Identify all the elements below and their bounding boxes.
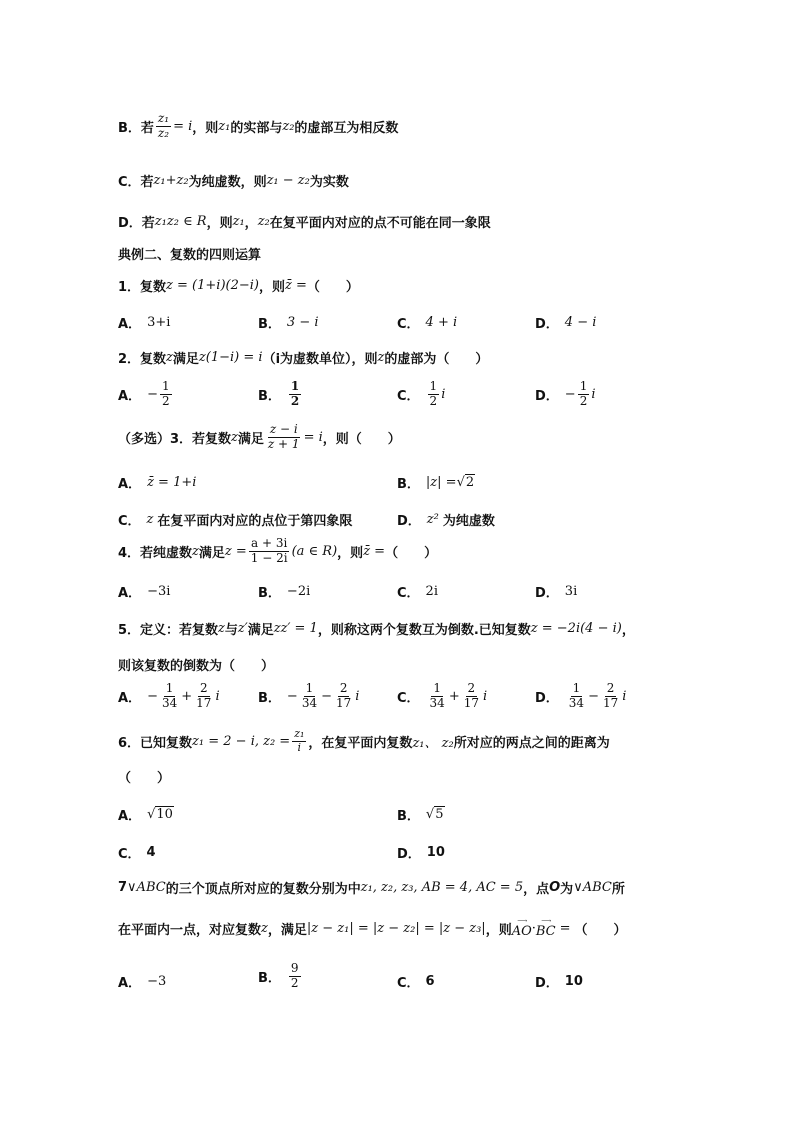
q5-option-a: A． − $\frac{1}{34}$ + $\frac{2}{17}$ i — [118, 681, 220, 710]
q6-option-a: A． √10 — [118, 807, 173, 824]
option-d-line: D．若 z₁z₂ ∈ R ，则 z₁ ， z₂ 在复平面内对应的点不可能在同一象限 — [118, 214, 491, 231]
q3-option-a: A． z̄ = 1+i — [118, 475, 197, 492]
question-2: 2．复数 z 满足 z(1−i) = i （i为虚数单位），则 z 的虚部为（ ） — [118, 350, 489, 367]
option-b-line: B．若 $\frac{\text{z₁}}{\text{z₂}}$ = i ，则 z₁ 的实部与 z₂ 的虚部互为相反数 — [118, 111, 399, 140]
q6-option-c: C． 4 — [118, 845, 156, 862]
q3-option-d: D． z² 为纯虚数 — [397, 512, 495, 529]
q5-option-b: B． − $\frac{1}{34}$ − $\frac{2}{17}$ i — [258, 681, 360, 710]
q7-option-a: A． −3 — [118, 974, 167, 991]
q4-option-a: A． −3i — [118, 584, 171, 601]
vector-bc: ⟶ BC — [535, 917, 556, 939]
q1-option-d: D． 4 − i — [535, 315, 597, 332]
q6-option-b: B． √5 — [397, 807, 444, 824]
vector-ao: ⟶ AO — [511, 917, 532, 939]
q6-option-d: D． 10 — [397, 845, 445, 862]
q4-option-b: B． −2i — [258, 584, 311, 601]
q1-option-c: C． 4 + i — [397, 315, 458, 332]
q7-option-c: C． 6 — [397, 974, 435, 991]
q4-option-c: C． 2i — [397, 584, 438, 601]
q7-option-d: D． 10 — [535, 974, 583, 991]
q1-option-b: B． 3 − i — [258, 315, 319, 332]
q5-option-c: C． $\frac{1}{34}$ + $\frac{2}{17}$ i — [397, 681, 488, 710]
question-7-continued: 在平面内一点，对应复数 z ，满足 |z − z₁| = |z − z₂| = |z − z₃| ，则 ⟶ AO · ⟶ BC = （ ） — [118, 917, 627, 939]
q2-option-d: D． − $\frac{1}{2}$ i — [535, 379, 596, 408]
question-3: （多选）3．若复数 z 满足 $\frac{z - i}{z + 1}$ = i ，则（ ） — [118, 422, 401, 451]
q3-option-c: C． z 在复平面内对应的点位于第四象限 — [118, 512, 353, 529]
section-heading: 典例二、复数的四则运算 — [118, 248, 262, 263]
question-4: 4．若纯虚数 z 满足 z = $\frac{a + 3i}{1 - 2i}$ (a ∈ R) ，则 z̄ = （ ） — [118, 536, 438, 565]
q2-option-b: B． $\frac{1}{2}$ — [258, 379, 300, 408]
sqrt: √2 — [456, 475, 475, 490]
q2-option-a: A． − $\frac{1}{2}$ — [118, 379, 170, 408]
option-c-line: C．若 z₁+z₂ 为纯虚数，则 z₁ − z₂ 为实数 — [118, 173, 349, 190]
q7-option-b: B． $\frac{9}{2}$ — [258, 961, 299, 990]
q4-option-d: D． 3i — [535, 584, 578, 601]
question-5: 5．定义：若复数 z 与 z′ 满足 zz′ = 1 ，则称这两个复数互为倒数.已知复数 z = −2i(4 − i) ， — [118, 621, 635, 638]
option-label: B．若 — [118, 120, 154, 136]
question-5-continued: 则该复数的倒数为（ ） — [118, 659, 275, 674]
q5-option-d: D． $\frac{1}{34}$ − $\frac{2}{17}$ i — [535, 681, 627, 710]
q1-option-a: A． 3+i — [118, 315, 171, 332]
math: = i — [173, 118, 193, 134]
question-6: 6．已知复数 z₁ = 2 − i, z₂ = $\frac{\text{z₁}}{i}$ ，在复平面内复数 z₁、 z₂ 所对应的两点之间的距离为 — [118, 727, 610, 754]
q3-option-b: B． |z| = √2 — [397, 475, 475, 492]
question-1: 1．复数 z = (1+i)(2−i) ，则 z̄ = （ ） — [118, 278, 359, 295]
fraction: $\frac{\text{z₁}}{\text{z₂}}$ — [157, 111, 170, 140]
q2-option-c: C． $\frac{1}{2}$ i — [397, 379, 446, 408]
question-7: 7 ∨ABC 的三个顶点所对应的复数分别为中 z₁, z₂, z₃, AB = 4, AC = 5 ，点 O 为 ∨ABC 所 — [118, 880, 625, 897]
question-6-continued: （ ） — [118, 771, 171, 786]
